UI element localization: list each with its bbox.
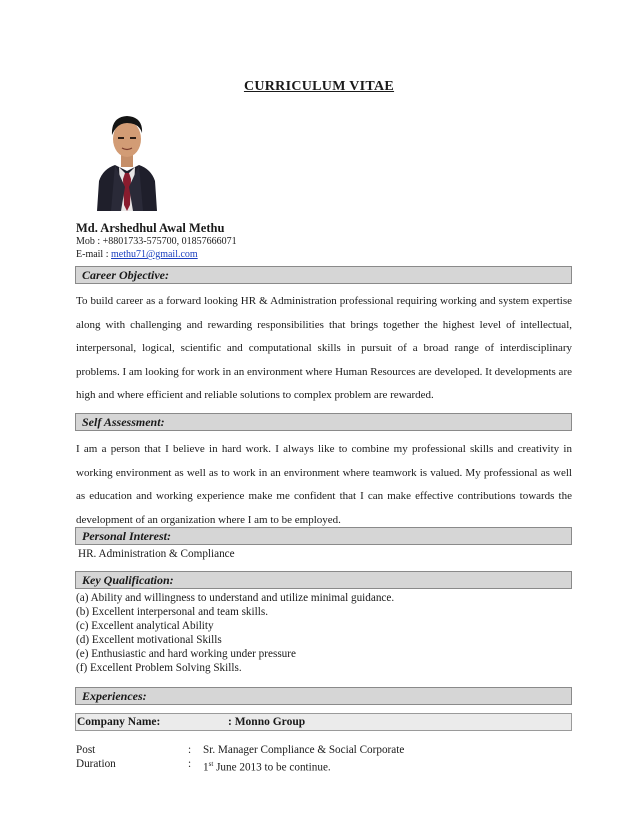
personal-interest-text: HR. Administration & Compliance xyxy=(78,548,235,560)
list-item: (c) Excellent analytical Ability xyxy=(76,620,214,632)
post-colon: : xyxy=(188,744,192,756)
list-item: (b) Excellent interpersonal and team skills. xyxy=(76,606,268,618)
company-row xyxy=(75,713,572,731)
duration-day: 1 xyxy=(203,761,209,774)
post-value: Sr. Manager Compliance & Social Corporate xyxy=(203,744,405,756)
candidate-name: Md. Arshedhul Awal Methu xyxy=(76,221,225,235)
key-qualification-list xyxy=(76,591,394,675)
post-label: Post xyxy=(76,744,96,756)
person-photo-icon xyxy=(95,101,159,211)
experiences-heading: Experiences: xyxy=(75,687,572,705)
company-label: Company Name: xyxy=(77,716,161,728)
career-objective-heading: Career Objective: xyxy=(75,266,572,284)
career-objective-text: To build career as a forward looking HR & Administration professional requiring working and system expertise along with challenging and rewarding responsibilities that brings together the highest level of intellectual, interpersonal, logical, scientific and computational skills in pursuit of a broad range of interdisciplinary problems. I am looking for work in an environment where Human Resources are developed. It developments are high and where efficient and reliable solutions to complex problem are rewarded. xyxy=(76,295,572,402)
list-item: (a) Ability and willingness to understand and utilize minimal guidance. xyxy=(76,592,395,604)
email-line xyxy=(76,249,198,260)
key-qualification-heading: Key Qualification: xyxy=(75,571,572,589)
email-label: E-mail : xyxy=(76,249,111,260)
duration-colon: : xyxy=(188,758,192,770)
self-assessment-heading: Self Assessment: xyxy=(75,413,572,431)
document-title: CURRICULUM VITAE xyxy=(243,79,395,94)
list-item: (f) Excellent Problem Solving Skills. xyxy=(76,662,242,674)
profile-photo xyxy=(95,101,159,211)
email-link[interactable]: methu71@gmail.com xyxy=(111,249,198,260)
post-row xyxy=(76,743,573,757)
company-value: : Monno Group xyxy=(228,716,306,728)
duration-value xyxy=(203,757,331,775)
duration-row xyxy=(76,757,573,774)
self-assessment-text: I am a person that I believe in hard work. I always like to combine my professional skills and creativity in working environment as well as to work in an environment where teamwork is valued. My professional as well as education and working experience make me confident that I can make effective contributions towards the development of an organization where I am to be employed. xyxy=(76,443,572,526)
mobile-numbers: Mob : +8801733-575700, 01857666071 xyxy=(76,236,237,247)
duration-label: Duration xyxy=(76,758,116,770)
list-item: (e) Enthusiastic and hard working under pressure xyxy=(76,648,296,660)
personal-interest-heading: Personal Interest: xyxy=(75,527,572,545)
list-item: (d) Excellent motivational Skills xyxy=(76,634,222,646)
duration-text: June 2013 to be continue. xyxy=(216,761,331,774)
duration-day-suffix: st xyxy=(208,760,214,768)
